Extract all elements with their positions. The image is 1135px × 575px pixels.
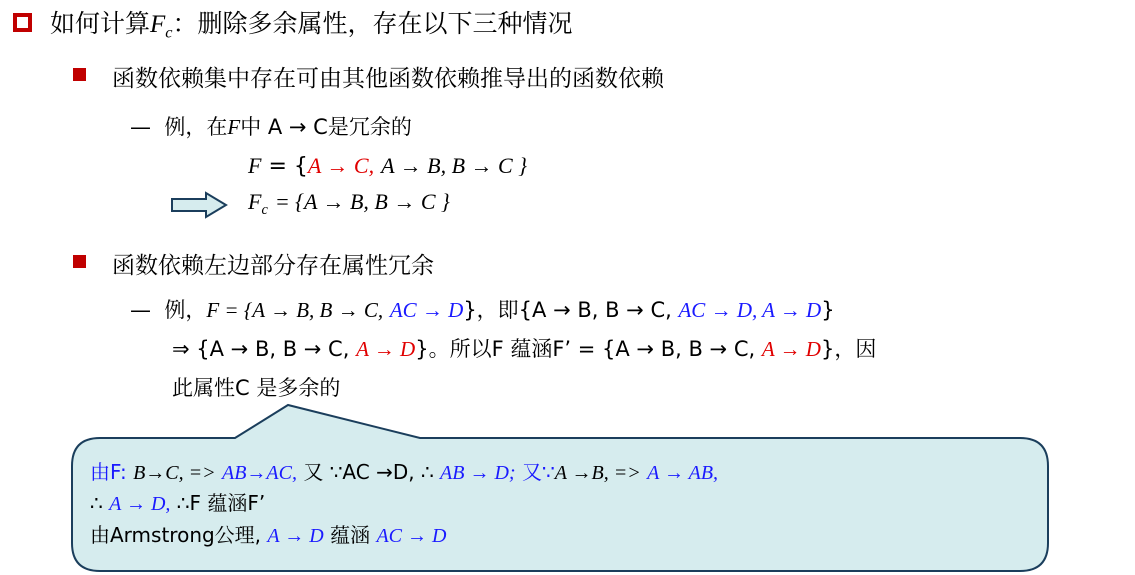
example-2-line-3: 此属性C 是多余的 (172, 376, 341, 400)
fc-formula: $F_c = \{A \to B$, B → C } (248, 189, 450, 218)
example-1: — 例，在F中 A → C是冗余的 (130, 115, 412, 139)
example-2-line-2: ⇒ {A → B, B → C, A → D}。所以F 蕴涵F’ = {A → B, B → C, A → D}，因 (172, 337, 877, 361)
callout-line-1: 由F: B→C, => AB→AC, 又 ∵AC →D, ∴ AB → D; 又∵A →B, => A → AB, (90, 460, 719, 484)
example-2-line-1: — 例，F = {A → B, B → C, AC → D}，即{A → B, B → C, AC → D, A → D} (130, 298, 835, 322)
f-formula: F = {A → C, A → B, B → C } (248, 153, 527, 179)
bullet-1-text: 函数依赖集中存在可由其他函数依赖推导出的函数依赖 (112, 66, 664, 92)
callout-line-2: ∴ A → D, ∴F 蕴涵F’ (90, 491, 266, 515)
callout-line-3: 由Armstrong公理, A → D 蕴涵 AC → D (90, 523, 447, 547)
page-title: 如何计算$F_c$：删除多余属性，存在以下三种情况 (50, 9, 573, 42)
bullet-2-text: 函数依赖左边部分存在属性冗余 (112, 253, 434, 279)
